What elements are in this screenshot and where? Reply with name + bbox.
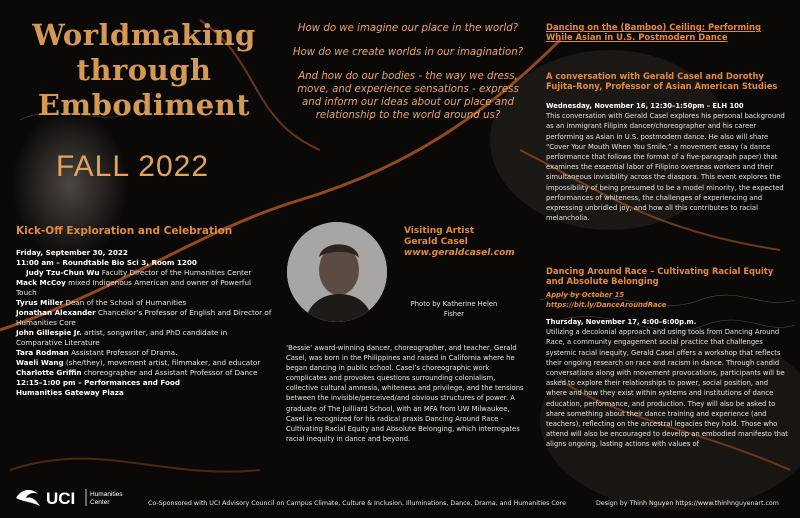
event2-title: Dancing Around Race – Cultivating Racial Equity and Absolute Belonging [546, 266, 774, 286]
kickoff-session: 11:00 am – Roundtable Bio Sci 3, Room 1200 [16, 258, 197, 267]
event1-title: Dancing on the (Bamboo) Ceiling: Performing While Asian in U.S. Postmodern Dance [546, 22, 761, 42]
event2-when: Thursday, November 17, 4:00–6:00p.m. [546, 318, 697, 326]
kickoff-person [16, 298, 272, 308]
person-description: Dean of the School of Humanities [63, 298, 187, 307]
performance-time: 12:15–1:00 pm – Performances and Food [16, 378, 181, 387]
title-line-3: Embodiment [37, 88, 251, 122]
artist-photo [287, 222, 387, 322]
person-description: choreographer and Assistant Professor of Dance [81, 368, 258, 377]
title-line-1: Worldmaking [32, 18, 256, 52]
kickoff-people-list [16, 268, 272, 378]
photo-credit: Photo by Katherine Helen Fisher [410, 300, 498, 318]
question-2: How do we create worlds in our imagination? [292, 47, 524, 58]
kickoff-date: Friday, September 30, 2022 [16, 248, 128, 257]
person-name: Mack McCoy [16, 278, 66, 287]
svg-text:Center: Center [90, 499, 110, 506]
svg-text:UCI: UCI [46, 489, 76, 508]
person-name: Jonathan Alexander [16, 308, 96, 317]
event1-subtitle: A conversation with Gerald Casel and Dorothy Fujita-Rony, Professor of Asian American Studies [546, 71, 778, 91]
performance-place: Humanities Gateway Plaza [16, 388, 124, 397]
person-description: (she/they), movement artist, filmmaker, and educator [63, 358, 261, 367]
season-label: FALL 2022 [56, 150, 210, 183]
design-credit: Design by Thinh Nguyen https://www.thinhnguyenart.com [596, 500, 779, 507]
event2-description: Utilizing a decolonial approach and using tools from Dancing Around Race, a community engagement social practice that challenges systemic racial inequity, Gerald Casel offers a workshop that reflects their ongoing research on race and racism in dance. Through candid conversations along with movement provocations, participants will be asked to explore their relationships to power, social position, and where and how they exist within systems and institutions of dance education, performance, and production. They will also be asked to share something about their dance training and experience (and teachers), reflecting on the ancestral legacies they hold. Those who attend will also be encouraged to develop an embodied manifesto that aligns ongoing, lasting actions with values of [546, 328, 788, 449]
person-description: Assistant Professor of Drama. [68, 348, 178, 357]
kickoff-person [16, 368, 272, 378]
cosponsor-note: Co-Sponsored with UCI Advisory Council on Campus Climate, Culture & Inclusion, Illuminations, Dance, Drama, and Humanities Core [148, 500, 566, 507]
person-description: Faculty Director of the Humanities Center [99, 268, 252, 277]
kickoff-person [16, 348, 272, 358]
kickoff-person [16, 268, 272, 278]
person-name: Charlotte Griffin [16, 368, 82, 377]
person-name: Tara Rodman [16, 348, 69, 357]
artist-bio: ‘Bessie’ award-winning dancer, choreographer, and teacher, Gerald Casel, was born in the Philippines and raised in California where he began dancing in public school. Casel’s choreographic work complicates and provokes questions surrounding colonialism, collective cultural amnesia, whiteness and privilege, and the tensions between the invisible/perceived/and obvious structures of power. A graduate of The Juilliard School, with an MFA from UW Milwaukee, Casel is recognized for his radical praxis Dancing Around Race - Cultivating Racial Equity and Absolute Belonging, which interrogates racial inequity in dance and beyond. [286, 344, 524, 443]
kickoff-person [16, 278, 272, 298]
event2-apply-deadline: Apply by October 15 [546, 291, 625, 299]
person-name: Waeli Wang [16, 358, 64, 367]
event1-when: Wednesday, November 16, 12:30–1:50pm – ELH 100 [546, 102, 744, 110]
visiting-artist-name: Gerald Casel [404, 237, 468, 247]
kickoff-details [16, 248, 272, 398]
title-line-2: through [76, 53, 212, 87]
page-title [14, 18, 274, 123]
kickoff-person [16, 328, 272, 348]
event2-link[interactable]: https://bit.ly/DanceAroundRace [546, 301, 667, 310]
event1-description: This conversation with Gerald Casel explores his personal background as an immigrant Filipinx dancer/choreographer and his career performing as Asian in U.S. postmodern dance. He also will share “Cover Your Mouth When You Smile,” a movement essay (a dance performance that follows the format of a five-paragraph paper) that examines the essential labor of Filipino overseas workers and their simultaneous invisibility across the diaspora. This event explores the impossibility of being presumed to be a model minority, the expected performances of whiteness, the challenges of experiencing and expressing unbridled joy, and how all this contributes to racial melancholia. [546, 112, 785, 223]
kickoff-heading: Kick-Off Exploration and Celebration [16, 225, 233, 237]
person-description: artist, songwriter, and PhD candidate in Comparative Literature [16, 328, 228, 347]
visiting-artist-label: Visiting Artist [404, 226, 475, 236]
uci-logo [14, 484, 144, 514]
person-name: John Gillespie Jr. [16, 328, 82, 337]
person-name: Judy Tzu-Chun Wu [26, 268, 100, 277]
event2-details [546, 317, 790, 450]
svg-text:Humanities: Humanities [90, 491, 123, 498]
event1-details [546, 101, 790, 223]
anteater-icon [16, 490, 40, 506]
kickoff-person [16, 358, 272, 368]
question-3: And how do our bodies - the way we dress, move, and experience sensations - express and inform our ideas about our place and relationship to the world around us? [297, 71, 519, 121]
person-description: mixed Indigenous American and owner of Powerful Touch [16, 278, 252, 297]
event2-apply [546, 290, 790, 310]
visiting-artist [404, 226, 515, 259]
person-name: Tyrus Miller [16, 298, 64, 307]
questions-block [290, 22, 526, 133]
kickoff-person [16, 308, 272, 328]
person-description: Chancellor’s Professor of English and Director of Humanities Core [16, 308, 272, 327]
question-1: How do we imagine our place in the world? [297, 23, 519, 34]
artist-website-link[interactable]: www.geraldcasel.com [404, 248, 515, 258]
